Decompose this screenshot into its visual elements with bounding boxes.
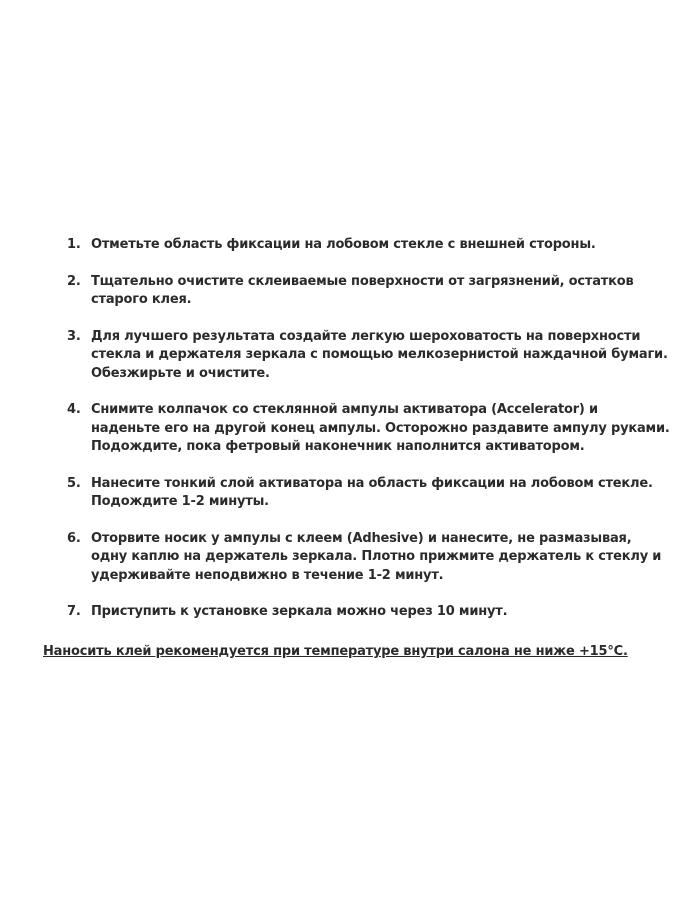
step-number: 6. (67, 530, 81, 546)
step-text: Отметьте область фиксации на лобовом стекле с внешней стороны. (91, 237, 596, 252)
instruction-step-1 (0, 236, 700, 255)
step-number: 2. (67, 273, 81, 289)
instruction-step-5 (0, 475, 700, 512)
instruction-step-7 (0, 603, 700, 622)
step-number: 3. (67, 328, 81, 344)
step-text: Тщательно очистите склеиваемые поверхности от загрязнений, остатков старого клея. (91, 273, 634, 307)
step-text: Приступить к установке зеркала можно через 10 минут. (91, 604, 508, 619)
step-text: Для лучшего результата создайте легкую шероховатость на поверхности стекла и держателя зеркала с помощью мелкозернистой наждачной бумаги. Обезжирьте и очистите. (91, 328, 668, 381)
step-number: 7. (67, 604, 81, 619)
step-number: 1. (67, 237, 81, 252)
step-text: Снимите колпачок со стеклянной ампулы активатора (Accelerator) и наденьте его на другой конец ампулы. Осторожно раздавите ампулу руками. Подождите, пока фетровый наконечник наполнится активатором. (91, 402, 670, 454)
instruction-step-4 (0, 401, 700, 457)
instruction-step-2 (0, 273, 700, 310)
temperature-note: Наносить клей рекомендуется при температуре внутри салона не ниже +15°С. (43, 644, 628, 659)
step-number: 5. (67, 475, 81, 491)
step-text: Оторвите носик у ампулы с клеем (Adhesive) и нанесите, не размазывая, одну каплю на держатель зеркала. Плотно прижмите держатель к стеклу и удерживайте неподвижно в течение 1-2 минут. (91, 530, 662, 583)
instruction-step-6 (0, 530, 700, 586)
step-text: Нанесите тонкий слой активатора на область фиксации на лобовом стекле. Подождите 1-2 минуты. (91, 475, 653, 509)
instruction-step-3 (0, 328, 700, 384)
step-number: 4. (67, 402, 81, 417)
instruction-steps (0, 236, 700, 640)
